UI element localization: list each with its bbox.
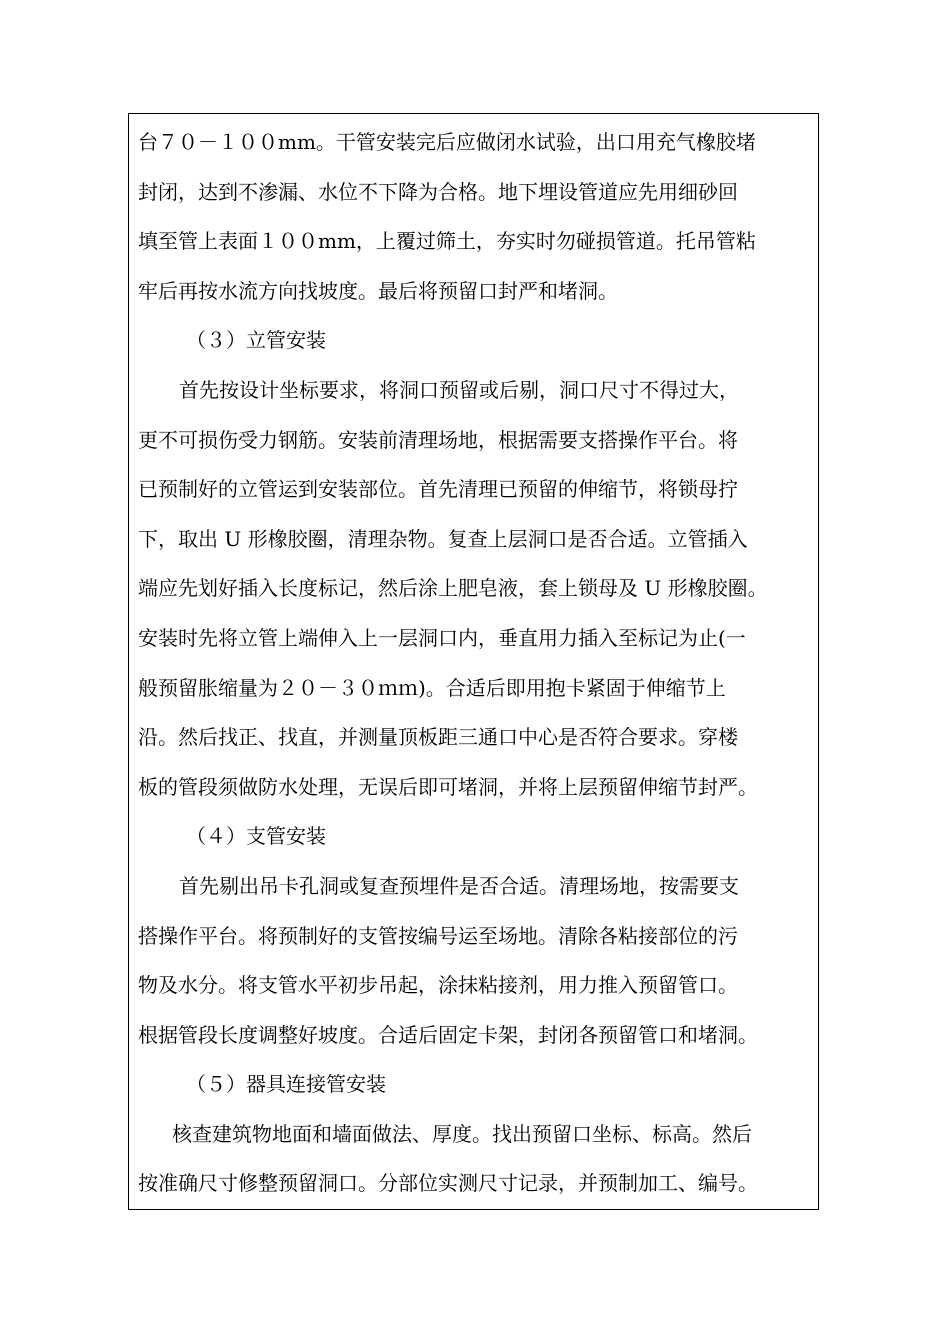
section-heading-fixture-connection: （５）器具连接管安装 [186,1072,386,1097]
text-line: 封闭，达到不渗漏、水位不下降为合格。地下埋设管道应先用细砂回 [138,179,738,204]
text-line: 填至管上表面１００mm，上覆过筛土，夯实时勿碰损管道。托吊管粘 [138,229,756,254]
text-line: 安装时先将立管上端伸入上一层洞口内，垂直用力插入至标记为止(一 [138,625,746,650]
text-line: 端应先划好插入长度标记，然后涂上肥皂液，套上锁母及 U 形橡胶圈。 [138,576,768,601]
text-line: 台７０－１００mm。干管安装完后应做闭水试验，出口用充气橡胶堵 [138,130,756,154]
text-line: 首先按设计坐标要求，将洞口预留或后剔，洞口尺寸不得过大， [179,377,739,402]
text-line: 板的管段须做防水处理，无误后即可堵洞，并将上层预留伸缩节封严。 [138,774,758,799]
text-line: 已预制好的立管运到安装部位。首先清理已预留的伸缩节，将锁母拧 [138,477,738,502]
text-line: 核查建筑物地面和墙面做法、厚度。找出预留口坐标、标高。然后 [172,1121,752,1146]
section-heading-branch-pipe: （４）支管安装 [186,824,326,849]
text-line: 物及水分。将支管水平初步吊起，涂抹粘接剂，用力推入预留管口。 [138,973,738,998]
text-line: 首先剔出吊卡孔洞或复查预埋件是否合适。清理场地，按需要支 [179,873,739,898]
text-line: 搭操作平台。将预制好的支管按编号运至场地。清除各粘接部位的污 [138,923,738,948]
text-line: 牢后再按水流方向找坡度。最后将预留口封严和堵洞。 [138,278,618,303]
section-heading-standpipe: （３）立管安装 [186,328,326,353]
text-line: 沿。然后找正、找直，并测量顶板距三通口中心是否符合要求。穿楼 [138,725,738,750]
text-line: 般预留胀缩量为２０－３０ｍｍ)。合适后即用抱卡紧固于伸缩节上 [138,675,726,700]
text-line: 按准确尺寸修整预留洞口。分部位实测尺寸记录，并预制加工、编号。 [138,1171,758,1196]
text-line: 更不可损伤受力钢筋。安装前清理场地，根据需要支搭操作平台。将 [138,427,738,452]
text-line: 根据管段长度调整好坡度。合适后固定卡架，封闭各预留管口和堵洞。 [138,1022,758,1047]
document-body [138,118,818,1209]
text-line: 下，取出 U 形橡胶圈，清理杂物。复查上层洞口是否合适。立管插入 [138,526,748,551]
